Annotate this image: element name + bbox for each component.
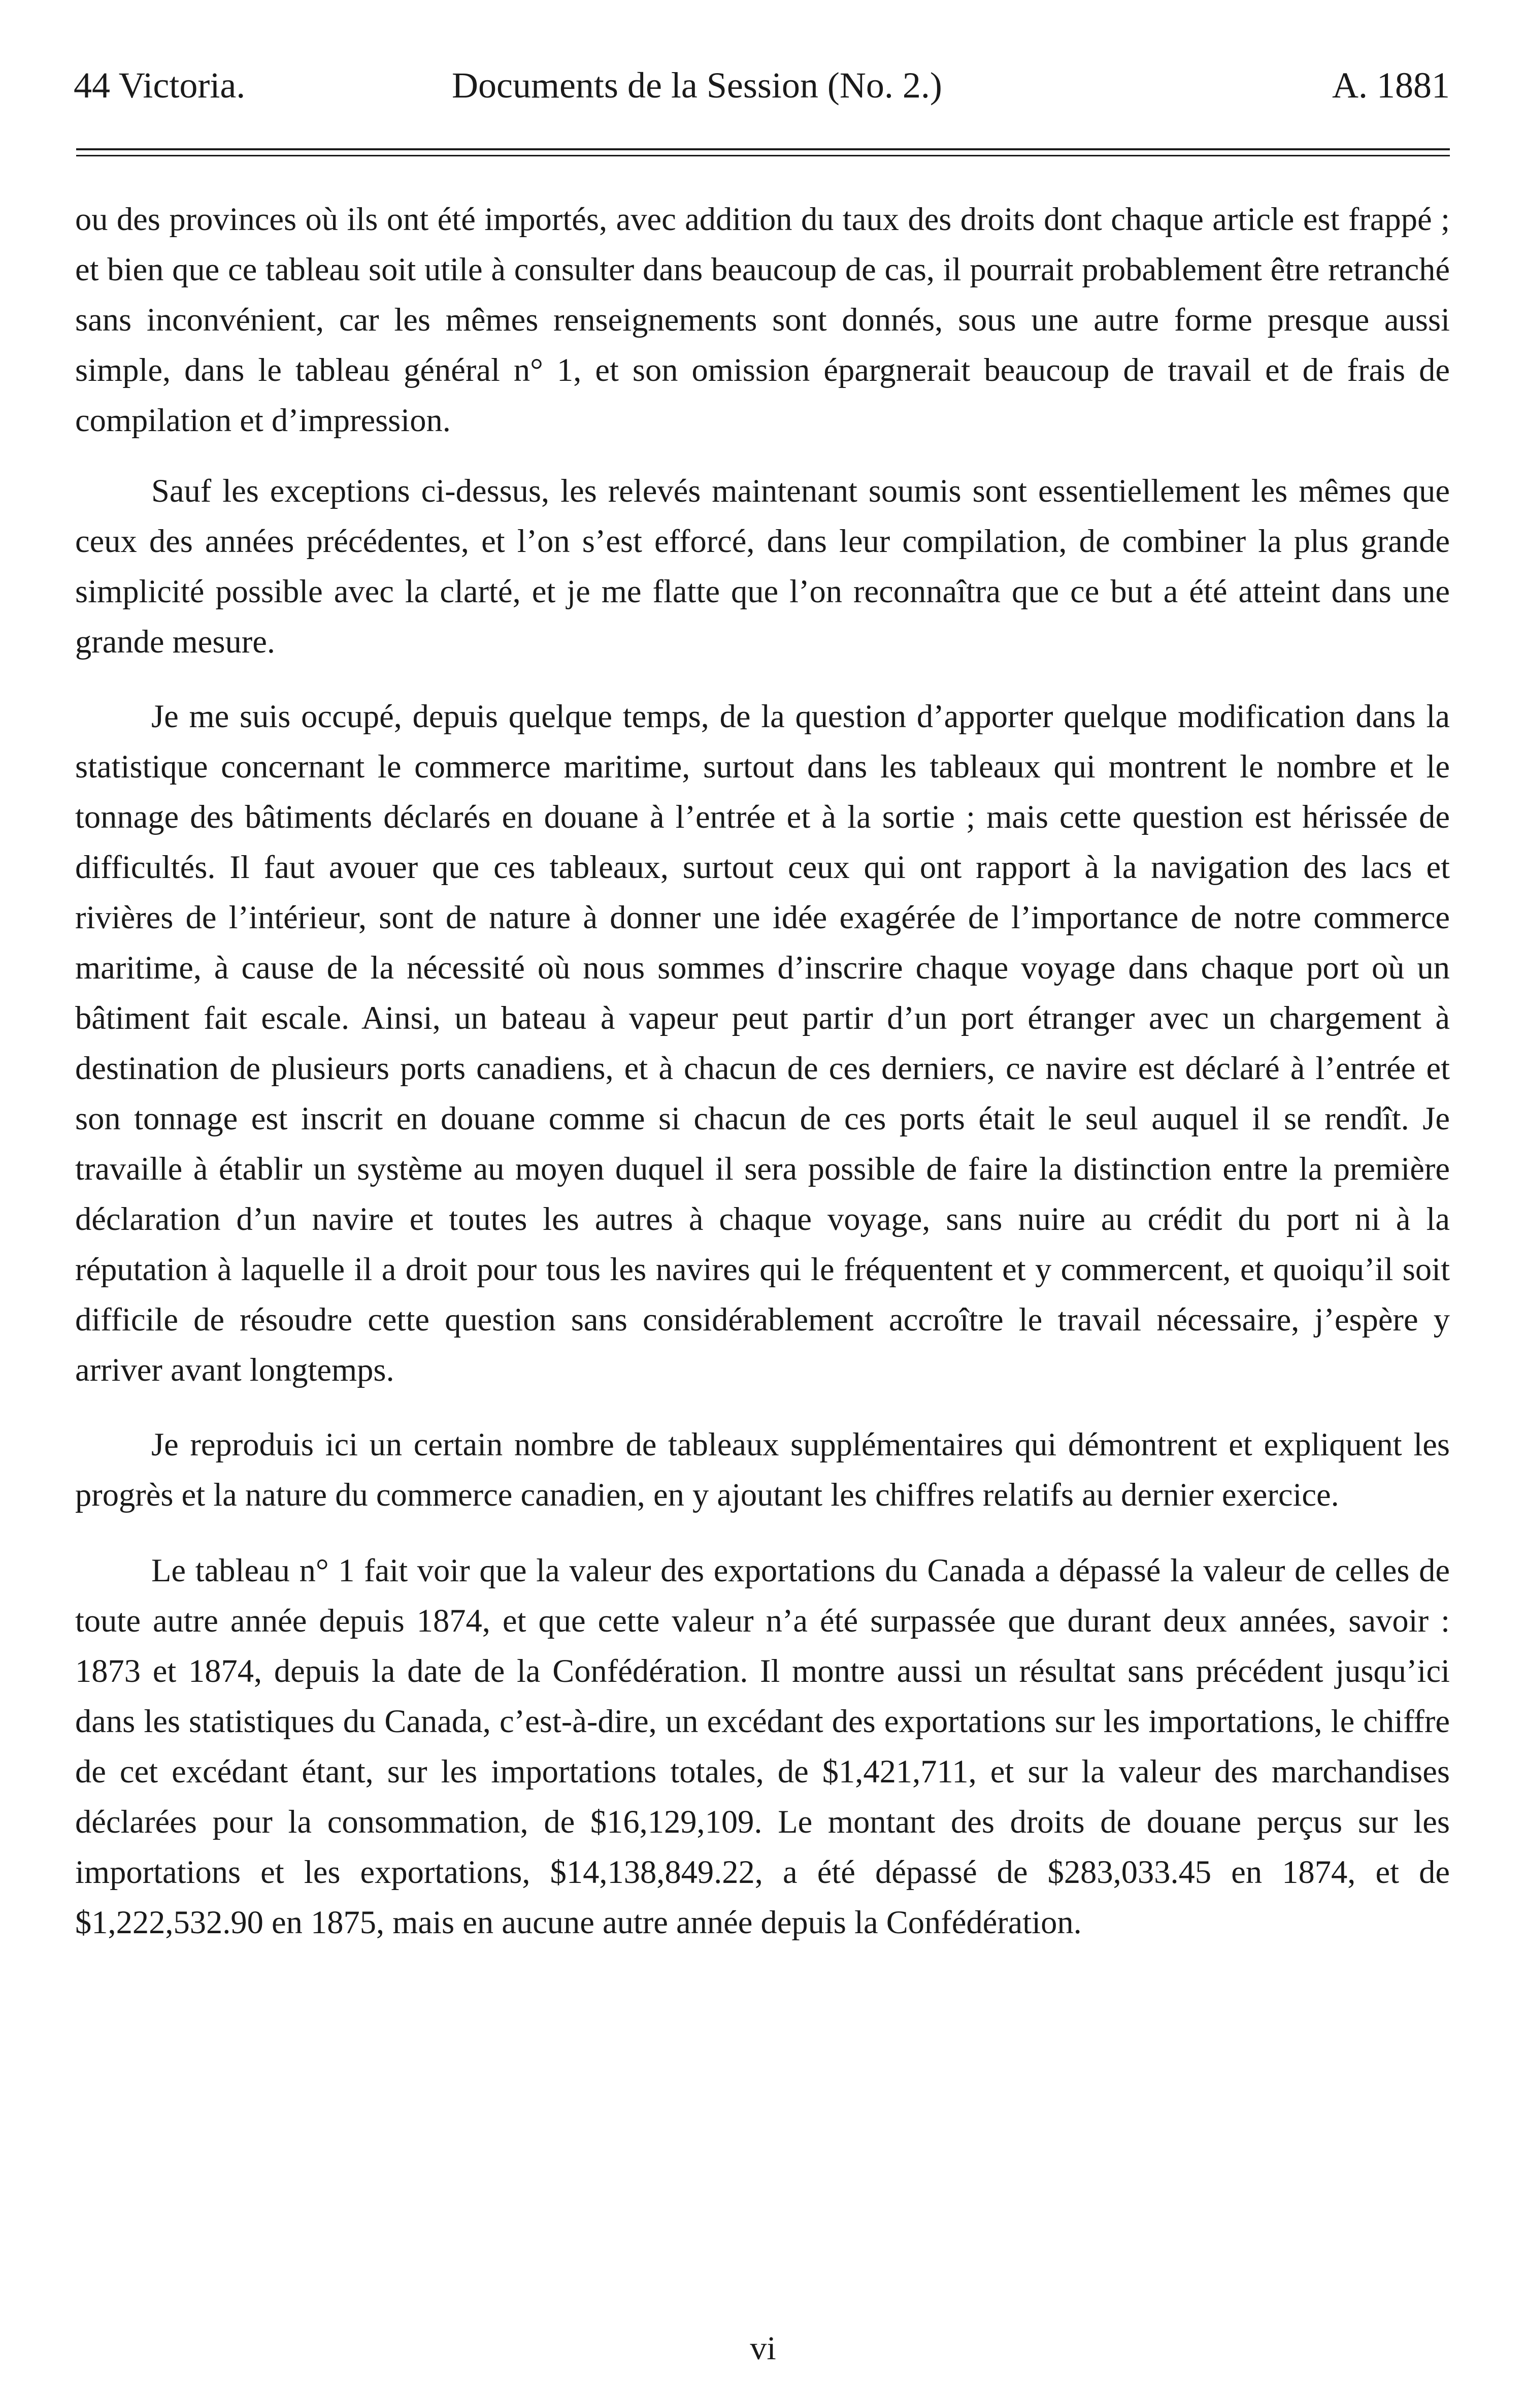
paragraph-commerce-maritime: Je me suis occupé, depuis quelque temps, de la question d’apporter quelque modification dans la statistique concernant le commerce maritime, surtout dans les tableaux qui montrent le nombre et le tonnage des bâtiments déclarés en douane à l’entrée et à la sortie ; mais cette question est hérissée de difficultés. Il faut avouer que ces tableaux, surtout ceux qui ont rapport à la navigation des lacs et rivières de l’intérieur, sont de nature à donner une idée exagérée de l’importance de notre commerce maritime, à cause de la nécessité où nous sommes d’inscrire chaque voyage dans chaque port où un bâtiment fait escale. Ainsi, un bateau à vapeur peut partir d’un port étranger avec un chargement à destination de plusieurs ports canadiens, et à chacun de ces derniers, ce navire est déclaré à l’entrée et son tonnage est inscrit en douane comme si chacun de ces ports était le seul auquel il se rendît. Je travaille à établir un système au moyen duquel il sera possible de faire la distinction entre la première déclaration d’un navire et toutes les autres à chaque voyage, sans nuire au crédit du port ni à la réputation à laquelle il a droit pour tous les navires qui le fréquentent et y commercent, et quoiqu’il soit difficile de résoudre cette question sans considérablement accroître le travail nécessaire, j’espère y arriver avant longtemps. (75, 698, 1450, 1388)
paragraph-tableaux-supplementaires: Je reproduis ici un certain nombre de tableaux supplémentaires qui démontrent et expliquent les progrès et la nature du commerce canadien, en y ajoutant les chiffres relatifs au dernier exercice. (75, 1426, 1450, 1513)
paragraph-tableau-1: Le tableau n° 1 fait voir que la valeur des exportations du Canada a dépassé la valeur de celles de toute autre année depuis 1874, et que cette valeur n’a été surpassée que durant deux années, savoir : 1873 et 1874, depuis la date de la Confédération. Il montre aussi un résultat sans précédent jusqu’ici dans les statistiques du Canada, c’est-à-dire, un excédant des exportations sur les importations, le chiffre de cet excédant étant, sur les importations totales, de $1,421,711, et sur la valeur des marchandises déclarées pour la consommation, de $16,129,109. Le montant des droits de douane perçus sur les importations et les exportations, $14,138,849.22, a été dépassé de $283,033.45 en 1874, et de $1,222,532.90 en 1875, mais en aucune autre année depuis la Confédération. (75, 1552, 1450, 1940)
running-header (74, 60, 1450, 111)
header-year: A. 1881 (1332, 65, 1450, 106)
header-document-title: Documents de la Session (No. 2.) (452, 65, 942, 106)
header-rule-thick (76, 148, 1450, 150)
header-session-year: 44 Victoria. (74, 65, 246, 106)
paragraph-continued-tableau: ou des provinces où ils ont été importés, avec addition du taux des droits dont chaque article est frappé ; et bien que ce tableau soit utile à consulter dans beaucoup de cas, il pourrait probablement être retranché sans inconvénient, car les mêmes renseignements sont donnés, sous une autre forme presque aussi simple, dans le tableau général n° 1, et son omission épargnerait beaucoup de travail et de frais de compilation et d’impression. (75, 201, 1450, 438)
page-number: vi (750, 2330, 776, 2367)
paragraph-exceptions: Sauf les exceptions ci-dessus, les relevés maintenant soumis sont essentiellement les mêmes que ceux des années précédentes, et l’on s’est efforcé, dans leur compilation, de combiner la plus grande simplicité possible avec la clarté, et je me flatte que l’on reconnaîtra que ce but a été atteint dans une grande mesure. (75, 473, 1450, 660)
body-text (75, 194, 1450, 1947)
header-rule-thin (76, 155, 1450, 156)
